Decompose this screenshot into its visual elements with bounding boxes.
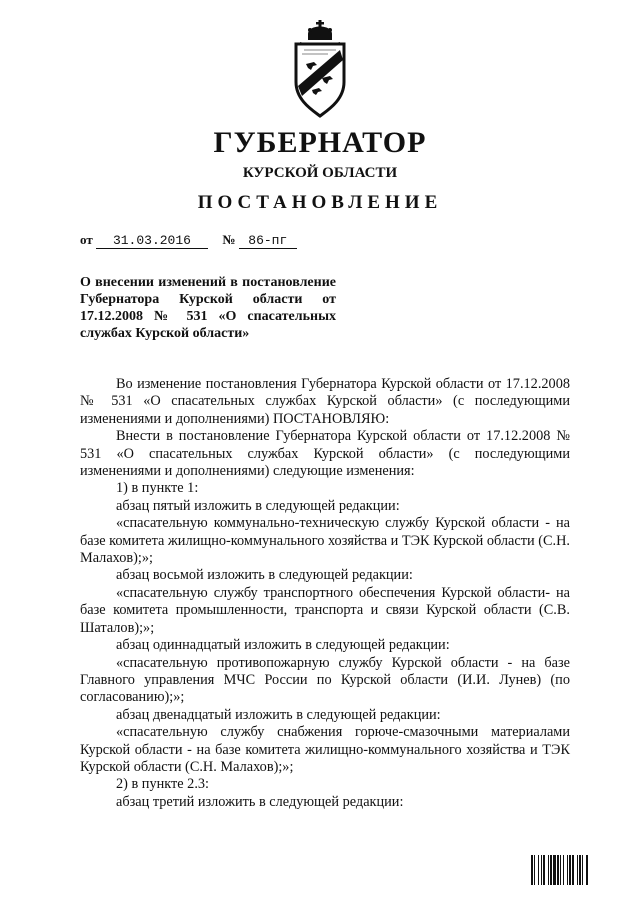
document-date: 31.03.2016	[96, 233, 208, 249]
document-number: 86-пг	[239, 233, 297, 249]
body-paragraph: Во изменение постановления Губернатора Курской области от 17.12.2008 № 531 «О спасательных службах Курской области» (с последующими изменениями и дополнениями) ПОСТАНОВЛЯЮ:	[80, 376, 570, 427]
barcode	[531, 855, 623, 885]
document-authority-subtitle: КУРСКОЙ ОБЛАСТИ	[242, 165, 398, 181]
body-paragraph: абзац двенадцатый изложить в следующей редакции:	[116, 706, 441, 723]
number-prefix: №	[222, 232, 236, 247]
body-paragraph: «спасательную службу снабжения горюче-смазочными материалами Курской области - на базе комитета жилищно-коммунального хозяйства и ТЭК Курской области (С.Н. Малахов);»;	[80, 724, 570, 775]
body-paragraph: 2) в пункте 2.3:	[116, 776, 210, 793]
body-paragraph: Внести в постановление Губернатора Курской области от 17.12.2008 № 531 «О спасательных службах Курской области» (с последующими изменениями и дополнениями) следующие изменения:	[80, 428, 570, 480]
body-paragraph: абзац пятый изложить в следующей редакции:	[116, 497, 400, 514]
body-paragraph: «спасательную противопожарную службу Курской области - на базе Главного управления МЧС России по Курской области (И.И. Лунев) (по согласованию);»;	[80, 654, 570, 706]
body-paragraph: «спасательную службу транспортного обеспечения Курской области- на базе комитета промышленности, транспорта и связи Курской области (С.В. Шаталов);»;	[80, 584, 570, 636]
body-paragraph: «спасательную коммунально-техническую службу Курской области - на базе комитета жилищно-коммунального хозяйства и ТЭК Курской области (С.Н. Малахов);»;	[80, 515, 570, 567]
document-body	[80, 376, 570, 811]
document-type-heading: ПОСТАНОВЛЕНИЕ	[197, 192, 443, 213]
body-paragraph: абзац третий изложить в следующей редакции:	[116, 793, 404, 810]
document-subject: О внесении изменений в постановление Губернатора Курской области от 17.12.2008 № 531 «О спасательных службах Курской области»	[80, 275, 336, 341]
body-paragraph: абзац восьмой изложить в следующей редакции:	[116, 567, 413, 584]
date-prefix: от	[80, 232, 93, 247]
body-paragraph: абзац одиннадцатый изложить в следующей редакции:	[116, 637, 450, 654]
body-paragraph: 1) в пункте 1:	[116, 480, 199, 497]
document-authority-title: ГУБЕРНАТОР	[213, 126, 427, 159]
coat-of-arms-emblem	[288, 20, 352, 120]
date-number-line	[80, 232, 297, 249]
